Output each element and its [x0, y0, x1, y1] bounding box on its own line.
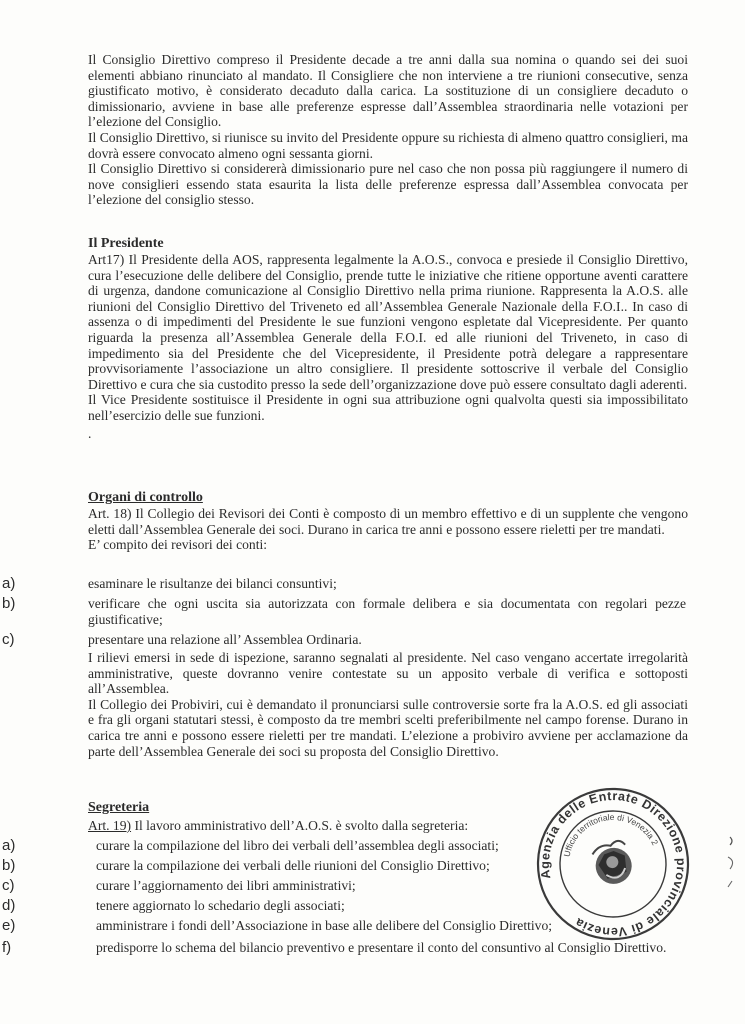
list-marker: a): [2, 837, 16, 854]
margin-mark-icon: [722, 835, 742, 895]
list-marker: b): [2, 857, 16, 874]
list-marker: c): [2, 877, 15, 894]
official-stamp: [533, 784, 693, 944]
list-text: curare l’aggiornamento dei libri amministrativi;: [96, 878, 356, 893]
list-marker: a): [2, 575, 16, 592]
list-text: curare la compilazione del libro dei verbali dell’assemblea degli associati;: [96, 838, 499, 853]
controllo-paragraph-4: Il Collegio dei Probiviri, cui è demandato il pronunciarsi sulle controversie sorte fra la A.O.S. ed gli associati e fra gli organi statutari stessi, è composto da tre membri scelti preferibilmente nel campo forense. Durano in carica tre anni e possono essere rieletti per tre mandati. L’elezione a probiviro avviene per acclamazione da parte dell’Assemblea Generale dei soci su proposta del Consiglio Direttivo.: [88, 696, 688, 759]
controllo-heading: Organi di controllo: [88, 490, 203, 505]
presidente-paragraph-2: Il Vice Presidente sostituisce il Presidente in ogni sua attribuzione ogni qualvolta questi sia impossibilitato nell’esercizio delle sue funzioni.: [88, 392, 688, 423]
list-marker: c): [2, 631, 15, 648]
list-marker: f): [2, 939, 12, 956]
controllo-paragraph-3: I rilievi emersi in sede di ispezione, saranno segnalati al presidente. Nel caso vengano accertate irregolarità amministrative, queste dovranno venire contestate su un apposito verbale di verifica e sottoposti all’Assemblea.: [88, 650, 688, 697]
list-text: curare la compilazione dei verbali delle riunioni del Consiglio Direttivo;: [96, 858, 490, 873]
intro-paragraph-3: Il Consiglio Direttivo si considererà dimissionario pure nel caso che non possa più raggiungere il numero di nove consiglieri essendo stata esaurita la lista delle preferenze espressa dall’Assemblea convocata per l’elezione del consiglio stesso.: [88, 161, 688, 208]
list-text: esaminare le risultanze dei bilanci consuntivi;: [88, 576, 337, 591]
intro-section: [88, 52, 688, 208]
controllo-intro: [88, 506, 688, 553]
presidente-heading: Il Presidente: [88, 236, 164, 251]
controllo-details: [88, 650, 688, 759]
presidente-paragraph-1: Art17) Il Presidente della AOS, rappresenta legalmente la A.O.S., convoca e presiede il Consiglio Direttivo, cura l’esecuzione delle delibere del Consiglio, prende tutte le iniziative che ritiene opportune aventi carattere di urgenza, dandone comunicazione al Consiglio Direttivo nella prima riunione. Rappresenta la A.O.S. alle riunioni del Consiglio Direttivo del Triveneto ed all’Assemblea Generale Nazionale della F.O.I.. In caso di assenza o di impedimenti del Presidente le sue funzioni vengono espletate dal Vicepresidente. Per quanto riguarda la presenza all’Assemblea Generale della F.O.I. ed alle riunioni del Triveneto, in caso di impedimento sia del Presidente che del Vicepresidente, il Presidente potrà delegare a rappresentare provvisoriamente l’associazione un altro consigliere. Il presidente sottoscrive il verbale del Consiglio Direttivo e cura che sia custodito presso la sede dell’organizzazione dove può essere consultato dagli aderenti.: [88, 252, 688, 392]
presidente-dot: .: [88, 425, 92, 441]
list-text: tenere aggiornato lo schedario degli associati;: [96, 898, 345, 913]
svg-text:Ufficio territoriale di Venezi: Ufficio territoriale di Venezia 2: [561, 811, 661, 858]
segreteria-heading: Segreteria: [88, 800, 150, 815]
intro-paragraph-2: Il Consiglio Direttivo, si riunisce su invito del Presidente oppure su richiesta di almeno quattro consiglieri, ma dovrà essere convocato almeno ogni sessanta giorni.: [88, 129, 688, 161]
intro-paragraph-1: Il Consiglio Direttivo compreso il Presidente decade a tre anni dalla sua nomina o quando sei dei suoi elementi abbiano rinunciato al mandato. Il Consigliere che non interviene a tre riunioni consecutive, senza giustificato motivo, è considerato decaduto dalla carica. La sostituzione di un consigliere decaduto o dimissionario, avviene in base alle preferenze espresse dall’Assemblea straordinaria nelle votazioni per l’elezione del Consiglio.: [88, 52, 688, 130]
list-marker: b): [2, 595, 16, 612]
list-text: verificare che ogni uscita sia autorizzata con formale delibera e sia documentata con regolari pezze giustificative;: [88, 596, 686, 627]
controllo-paragraph-1: Art. 18) Il Collegio dei Revisori dei Conti è composto di un membro effettivo e di un supplente che vengono eletti dall’Assemblea Generale dei soci. Durano in carica tre anni e possono essere rieletti per tre mandati.: [88, 506, 688, 537]
segreteria-intro-text: Il lavoro amministrativo dell’A.O.S. è svolto dalla segreteria:: [131, 818, 469, 833]
list-text: amministrare i fondi dell’Associazione in base alle delibere del Consiglio Direttivo;: [96, 918, 553, 933]
presidente-section: [88, 252, 688, 441]
list-text: predisporre lo schema del bilancio preventivo e presentare il conto del consuntivo al Consiglio Direttivo.: [96, 940, 667, 955]
list-text: presentare una relazione all’ Assemblea Ordinaria.: [88, 632, 362, 647]
segreteria-art-number: Art. 19): [88, 818, 132, 833]
controllo-paragraph-2: E’ compito dei revisori dei conti:: [88, 537, 268, 553]
stamp-seal-icon: [533, 784, 693, 944]
list-marker: d): [2, 897, 16, 914]
list-marker: e): [2, 917, 16, 934]
svg-text:Agenzia delle Entrate Direzion: Agenzia delle Entrate Direzione provinciale di Venezia: [537, 788, 689, 940]
